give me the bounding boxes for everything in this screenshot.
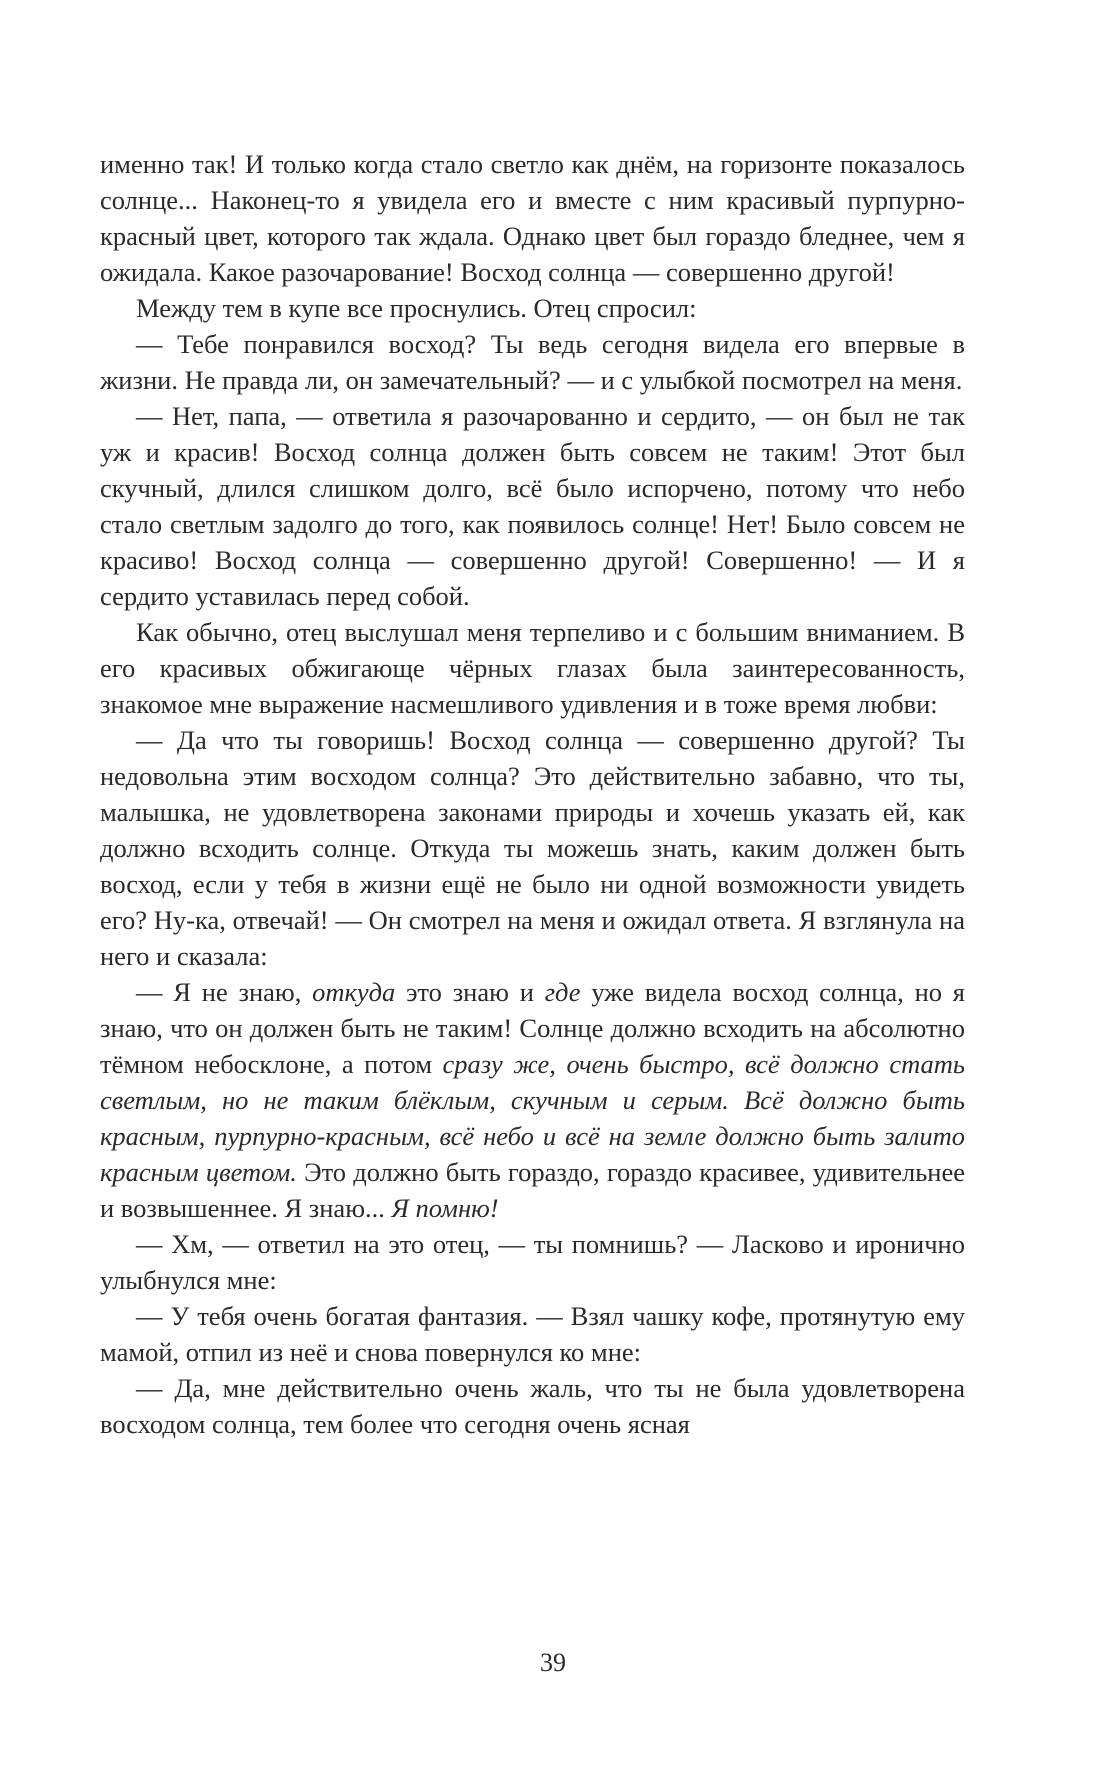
page-body-text <box>100 146 965 1442</box>
text-segment: это знаю и <box>395 977 545 1007</box>
paragraph-mixed-italic <box>100 974 965 1226</box>
paragraph: — У тебя очень богатая фантазия. — Взял чашку кофе, протянутую ему мамой, отпил из неё и снова повернулся ко мне: <box>100 1301 965 1367</box>
paragraph: Между тем в купе все проснулись. Отец спросил: <box>136 293 697 323</box>
text-segment: Это должно быть гораздо, гораздо красивее, удивительнее и возвышеннее. Я знаю... <box>100 1157 965 1223</box>
text-segment-italic: где <box>544 977 581 1007</box>
paragraph: — Хм, — ответил на это отец, — ты помнишь? — Ласково и иронично улыбнулся мне: <box>100 1229 965 1295</box>
text-segment: — Я не знаю, <box>136 977 313 1007</box>
paragraph: — Тебе понравился восход? Ты ведь сегодня видела его впервые в жизни. Не правда ли, он замечательный? — и с улыбкой посмотрел на меня. <box>100 329 965 395</box>
paragraph: — Да, мне действительно очень жаль, что ты не была удовлетворена восходом солнца, тем более что сегодня очень ясная <box>100 1373 965 1439</box>
text-segment-italic: Я помню! <box>391 1193 499 1223</box>
text-segment: уже видела восход солнца, но я знаю, что он должен быть не таким! Солнце должно всходить на абсолютно тёмном небосклоне, а потом <box>100 977 965 1079</box>
text-segment-italic: откуда <box>312 977 396 1007</box>
paragraph: именно так! И только когда стало светло как днём, на горизонте показалось солнце... Наконец-то я увидела его и вместе с ним красивый пурпурно-красный цвет, которого так ждала. Однако цвет был гораздо бледнее, чем я ожидала. Какое разочарование! Восход солнца — совершенно другой! <box>100 149 965 287</box>
text-segment-italic: сразу же, очень быстро, всё должно стать светлым, но не таким блёклым, скучным и серым. Всё должно быть красным, пурпурно-красным, всё небо и всё на земле должно быть залито красным цветом. <box>100 1049 965 1187</box>
paragraph: — Да что ты говоришь! Восход солнца — совершенно другой? Ты недовольна этим восходом солнца? Это действительно забавно, что ты, малышка, не удовлетворена законами природы и хочешь указать ей, как должно всходить солнце. Откуда ты можешь знать, каким должен быть восход, если у тебя в жизни ещё не было ни одной возможности увидеть его? Ну-ка, отвечай! — Он смотрел на меня и ожидал ответа. Я взглянула на него и сказала: <box>100 725 965 971</box>
paragraph: Как обычно, отец выслушал меня терпеливо и с большим вниманием. В его красивых обжигающе чёрных глазах была заинтересованность, знакомое мне выражение насмешливого удивления и в тоже время любви: <box>100 617 965 719</box>
paragraph: — Нет, папа, — ответила я разочарованно и сердито, — он был не так уж и красив! Восход солнца должен быть совсем не таким! Этот был скучный, длился слишком долго, всё было испорчено, потому что небо стало светлым задолго до того, как появилось солнце! Нет! Было совсем не красиво! Восход солнца — совершенно другой! Совершенно! — И я сердито уставилась перед собой. <box>100 401 965 611</box>
page-number: 39 <box>540 1648 566 1677</box>
